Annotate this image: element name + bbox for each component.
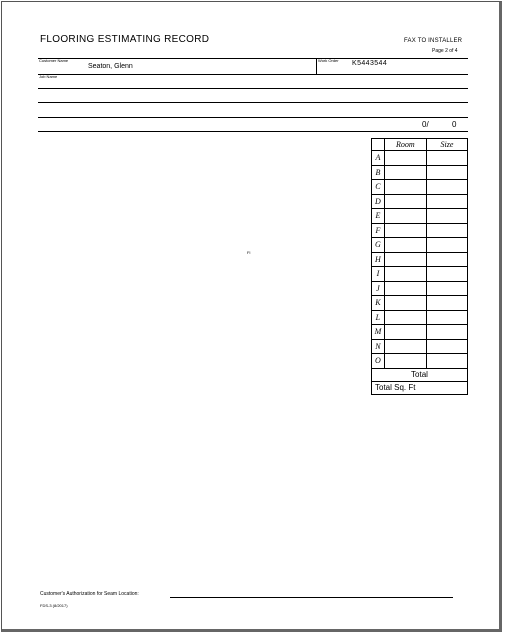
room-cell[interactable] (384, 223, 426, 238)
size-cell[interactable] (426, 310, 467, 325)
job-name-label: Job Name (39, 74, 58, 79)
table-row (372, 281, 468, 296)
room-cell[interactable] (384, 194, 426, 209)
signature-line[interactable] (170, 597, 453, 598)
total-row (372, 368, 468, 381)
row-letter: A (372, 151, 385, 166)
table-header-row (372, 139, 468, 151)
header-rule-top (38, 58, 468, 59)
page-title: FLOORING ESTIMATING RECORD (40, 34, 210, 45)
size-cell[interactable] (426, 354, 467, 369)
fax-label: FAX TO INSTALLER (404, 38, 463, 44)
row-letter: K (372, 296, 385, 311)
room-cell[interactable] (384, 165, 426, 180)
customer-name-label: Customer Name (39, 58, 69, 63)
row-letter: B (372, 165, 385, 180)
table-row (372, 325, 468, 340)
fraction-mark: 0/ (422, 120, 429, 129)
row-letter: F (372, 223, 385, 238)
total-sqft-row (372, 381, 468, 394)
room-cell[interactable] (384, 267, 426, 282)
table-row (372, 296, 468, 311)
size-cell[interactable] (426, 238, 467, 253)
table-row (372, 339, 468, 354)
row-letter: N (372, 339, 385, 354)
job-line-1 (38, 88, 468, 89)
table-row (372, 267, 468, 282)
page-number: Page 2 of 4 (432, 48, 458, 54)
size-cell[interactable] (426, 325, 467, 340)
authorization-label: Customer's Authorization for Seam Location: (40, 591, 139, 597)
row-letter: C (372, 180, 385, 195)
size-column-header: Size (426, 139, 467, 151)
job-line-4 (38, 131, 468, 132)
work-order-value: K5443544 (352, 60, 388, 67)
table-row (372, 209, 468, 224)
size-cell[interactable] (426, 252, 467, 267)
room-column-header: Room (384, 139, 426, 151)
size-cell[interactable] (426, 151, 467, 166)
size-cell[interactable] (426, 267, 467, 282)
total-sqft-label: Total Sq. Ft (372, 381, 468, 394)
job-line-2 (38, 102, 468, 103)
size-cell[interactable] (426, 339, 467, 354)
room-cell[interactable] (384, 310, 426, 325)
room-cell[interactable] (384, 238, 426, 253)
table-row (372, 354, 468, 369)
row-letter: E (372, 209, 385, 224)
job-line-3 (38, 117, 468, 118)
header-divider (316, 58, 317, 74)
room-cell[interactable] (384, 209, 426, 224)
table-row (372, 252, 468, 267)
total-label: Total (372, 368, 468, 381)
room-cell[interactable] (384, 325, 426, 340)
row-letter: G (372, 238, 385, 253)
letter-header (372, 139, 385, 151)
table-row (372, 223, 468, 238)
row-letter: L (372, 310, 385, 325)
room-cell[interactable] (384, 151, 426, 166)
size-cell[interactable] (426, 296, 467, 311)
table-row (372, 165, 468, 180)
table-row (372, 151, 468, 166)
table-row (372, 238, 468, 253)
size-cell[interactable] (426, 194, 467, 209)
row-letter: J (372, 281, 385, 296)
table-row (372, 180, 468, 195)
table-row (372, 194, 468, 209)
size-cell[interactable] (426, 165, 467, 180)
drawing-note: Fl (247, 250, 251, 255)
size-cell[interactable] (426, 209, 467, 224)
room-cell[interactable] (384, 180, 426, 195)
room-cell[interactable] (384, 354, 426, 369)
table-row (372, 310, 468, 325)
size-cell[interactable] (426, 281, 467, 296)
form-code: FDS-3 (8/2017) (40, 603, 68, 608)
row-letter: D (372, 194, 385, 209)
size-cell[interactable] (426, 223, 467, 238)
work-order-label: Work Order (318, 58, 339, 63)
row-letter: I (372, 267, 385, 282)
fraction-value: 0 (452, 120, 457, 129)
header-rule-2 (38, 74, 468, 75)
room-cell[interactable] (384, 252, 426, 267)
row-letter: M (372, 325, 385, 340)
customer-name-value: Seaton, Glenn (88, 63, 133, 70)
room-cell[interactable] (384, 296, 426, 311)
size-cell[interactable] (426, 180, 467, 195)
room-cell[interactable] (384, 339, 426, 354)
row-letter: O (372, 354, 385, 369)
room-cell[interactable] (384, 281, 426, 296)
row-letter: H (372, 252, 385, 267)
room-size-table (371, 138, 468, 395)
